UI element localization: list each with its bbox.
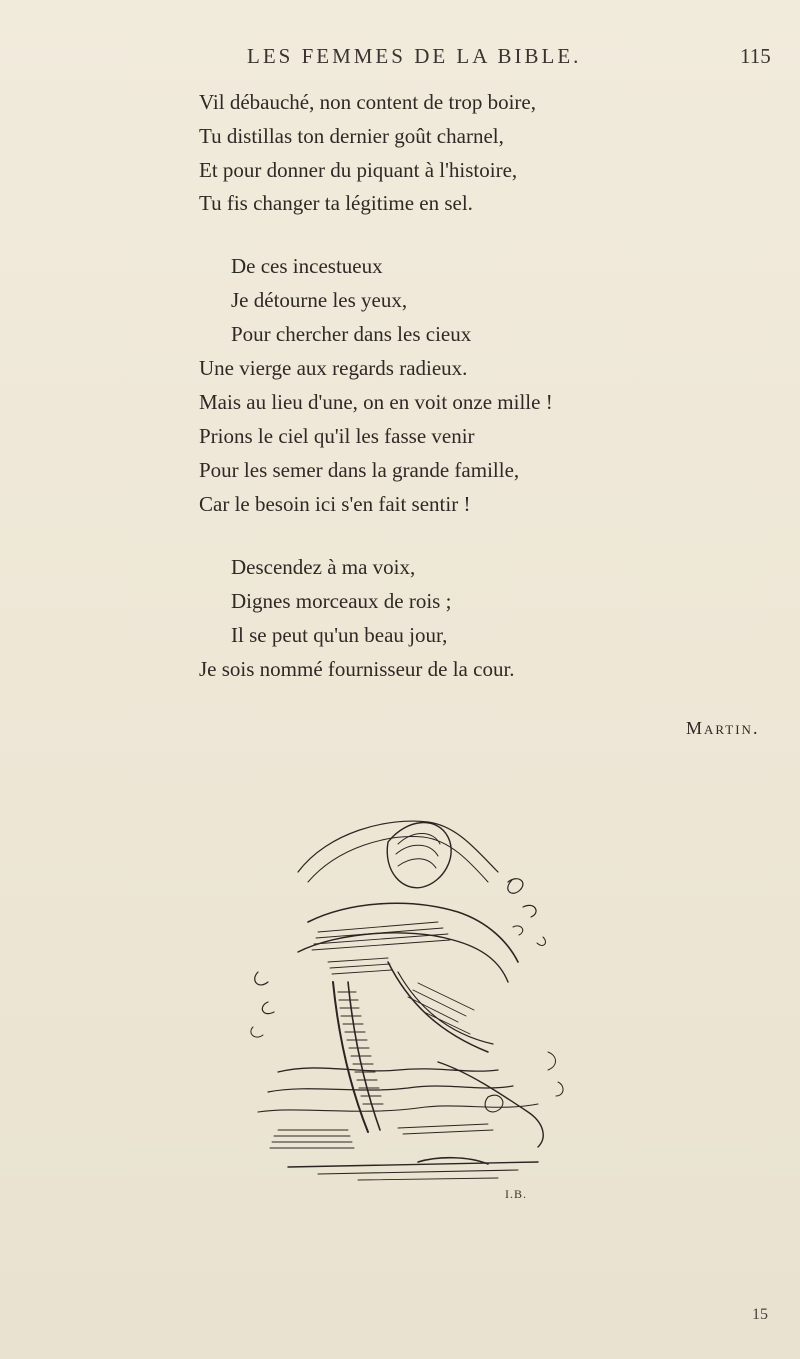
verse-line: Il se peut qu'un beau jour, <box>231 623 448 647</box>
page-number: 115 <box>740 44 771 68</box>
verse-line: Car le besoin ici s'en fait sentir ! <box>199 492 471 516</box>
verse-line: Je détourne les yeux, <box>231 288 408 312</box>
verse-line: Je sois nommé fournisseur de la cour. <box>199 657 515 681</box>
verse-line: Tu distillas ton dernier goût charnel, <box>199 124 504 148</box>
running-head <box>0 44 800 74</box>
verse-line: Dignes morceaux de rois ; <box>231 589 452 613</box>
verse-line: Descendez à ma voix, <box>231 555 416 579</box>
verse-line: Pour les semer dans la grande famille, <box>199 458 520 482</box>
verse-line: Mais au lieu d'une, on en voit onze mille ! <box>199 390 553 414</box>
verse-line: Pour chercher dans les cieux <box>231 322 472 346</box>
verse-line: Et pour donner du piquant à l'histoire, <box>199 158 518 182</box>
verse-line: Tu fis changer ta légitime en sel. <box>199 191 473 215</box>
sheet-signature: 15 <box>752 1306 768 1323</box>
running-title: LES FEMMES DE LA BIBLE. <box>247 44 582 68</box>
engraving-vignette <box>238 812 588 1202</box>
verse-line: De ces incestueux <box>231 254 383 278</box>
verse-line: Vil débauché, non content de trop boire, <box>199 90 536 114</box>
verse-line: Une vierge aux regards radieux. <box>199 356 468 380</box>
author-signature: Martin. <box>686 718 760 738</box>
verse-line: Prions le ciel qu'il les fasse venir <box>199 424 475 448</box>
artist-mark: I.B. <box>505 1187 527 1201</box>
